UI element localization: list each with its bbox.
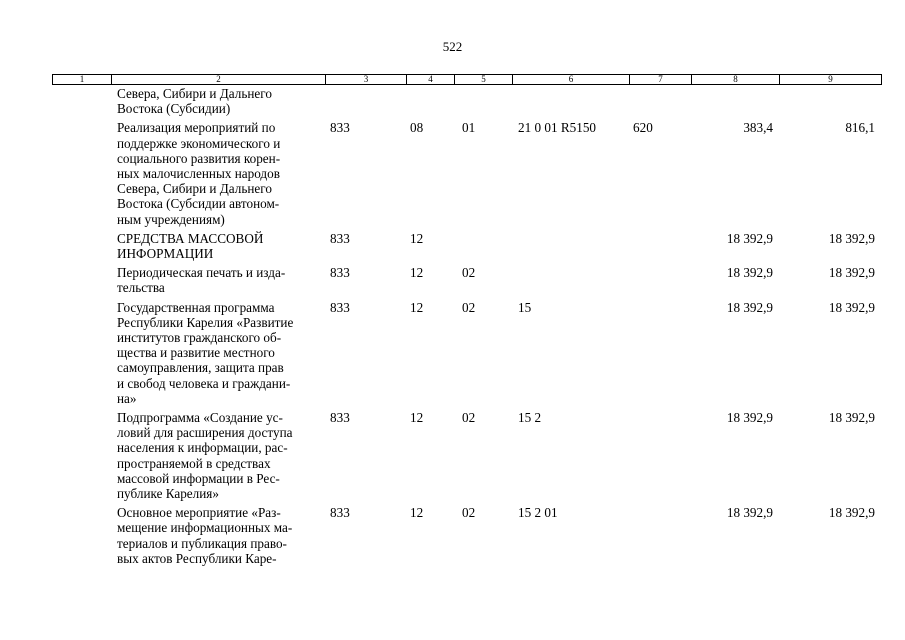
name-line: Периодическая печать и изда- <box>117 265 286 281</box>
target-article-code: 15 2 01 <box>518 505 558 521</box>
target-article-code <box>512 265 629 299</box>
amount-year-1: 18 392,9 <box>726 410 773 426</box>
subsection-code: 02 <box>462 410 476 426</box>
header-col-9: 9 <box>780 75 882 85</box>
name-line: Государственная программа <box>117 299 275 315</box>
subsection-code: 02 <box>462 265 476 281</box>
item-name <box>111 265 325 299</box>
subsection-code <box>454 231 512 265</box>
item-name <box>111 120 325 230</box>
ministry-code: 833 <box>330 299 350 315</box>
header-col-6: 6 <box>513 75 630 85</box>
col-1-cell <box>52 300 111 410</box>
name-line: ИНФОРМАЦИИ <box>117 246 214 262</box>
header-col-2: 2 <box>112 75 326 85</box>
ministry-code: 833 <box>330 120 350 136</box>
item-name <box>111 505 325 570</box>
expense-type-code <box>629 300 691 410</box>
col-1-cell <box>52 505 111 570</box>
header-col-1: 1 <box>53 75 112 85</box>
name-line: ловий для расширения доступа <box>117 425 293 441</box>
amount-year-1: 383,4 <box>743 120 773 136</box>
target-article-code: 15 2 <box>518 410 542 426</box>
name-line: самоуправления, защита прав <box>117 360 284 376</box>
table-row <box>52 300 881 410</box>
amount-year-2: 18 392,9 <box>828 230 875 246</box>
header-col-3: 3 <box>326 75 407 85</box>
table-row <box>52 505 881 570</box>
amount-year-2: 18 392,9 <box>828 505 875 521</box>
item-name <box>111 300 325 410</box>
name-line: населения к информации, рас- <box>117 440 288 456</box>
budget-table <box>52 86 881 570</box>
amount-year-2: 18 392,9 <box>828 299 875 315</box>
page-number: 522 <box>442 39 463 54</box>
amount-year-2: 18 392,9 <box>828 265 875 281</box>
item-name <box>111 410 325 505</box>
name-line: Подпрограмма «Создание ус- <box>117 410 283 426</box>
name-line: ных малочисленных народов <box>117 166 280 182</box>
table-row <box>52 410 881 505</box>
name-line: на» <box>117 390 137 406</box>
ministry-code: 833 <box>330 230 350 246</box>
expense-type-code: 620 <box>633 120 653 136</box>
table-row <box>52 231 881 265</box>
name-line: мещение информационных ма- <box>117 520 293 536</box>
name-line: поддержке экономического и <box>117 135 281 151</box>
continuation-name <box>111 86 325 120</box>
name-line: щества и развитие местного <box>117 345 275 361</box>
section-code: 12 <box>410 265 424 281</box>
continuation-row <box>52 86 881 120</box>
header-col-7: 7 <box>630 75 692 85</box>
section-code: 08 <box>410 120 424 136</box>
name-line: Востока (Субсидии автоном- <box>117 196 280 212</box>
table-row <box>52 120 881 230</box>
amount-year-1: 18 392,9 <box>726 299 773 315</box>
ministry-code: 833 <box>330 410 350 426</box>
header-col-8: 8 <box>692 75 780 85</box>
section-code: 12 <box>410 410 424 426</box>
target-article-code: 21 0 01 R5150 <box>518 120 597 136</box>
name-line: публике Карелия» <box>117 486 219 502</box>
section-code: 12 <box>410 230 424 246</box>
name-line: социального развития корен- <box>117 150 281 166</box>
name-line: пространяемой в средствах <box>117 455 271 471</box>
name-line: Республики Карелия «Развитие <box>117 314 294 330</box>
col-1-cell <box>52 120 111 230</box>
expense-type-code <box>629 505 691 570</box>
expense-type-code <box>629 410 691 505</box>
name-line: Севера, Сибири и Дальнего <box>117 86 272 101</box>
col-1-cell <box>52 231 111 265</box>
name-line: Реализация мероприятий по <box>117 120 276 136</box>
section-code: 12 <box>410 299 424 315</box>
name-line: СРЕДСТВА МАССОВОЙ <box>117 230 264 246</box>
amount-year-1: 18 392,9 <box>726 505 773 521</box>
name-line: вых актов Республики Каре- <box>117 550 277 566</box>
target-article-code <box>512 231 629 265</box>
name-line: Востока (Субсидии) <box>117 101 231 117</box>
header-col-5: 5 <box>455 75 513 85</box>
amount-year-1: 18 392,9 <box>726 265 773 281</box>
name-line: институтов гражданского об- <box>117 330 282 346</box>
subsection-code: 02 <box>462 299 476 315</box>
name-line: и свобод человека и граждани- <box>117 375 291 391</box>
col-1-cell <box>52 265 111 299</box>
name-line: тельства <box>117 280 165 296</box>
target-article-code: 15 <box>518 299 532 315</box>
name-line: массовой информации в Рес- <box>117 470 280 486</box>
name-line: териалов и публикация право- <box>117 535 287 551</box>
expense-type-code <box>629 231 691 265</box>
table-row <box>52 265 881 299</box>
expense-type-code <box>629 265 691 299</box>
amount-year-2: 816,1 <box>845 120 875 136</box>
item-name <box>111 231 325 265</box>
ministry-code: 833 <box>330 265 350 281</box>
col-1-cell <box>52 410 111 505</box>
name-line: Основное мероприятие «Раз- <box>117 505 281 521</box>
column-number-header <box>52 74 882 85</box>
section-code: 12 <box>410 505 424 521</box>
amount-year-1: 18 392,9 <box>726 230 773 246</box>
subsection-code: 02 <box>462 505 476 521</box>
name-line: ным учреждениям) <box>117 211 225 227</box>
amount-year-2: 18 392,9 <box>828 410 875 426</box>
subsection-code: 01 <box>462 120 476 136</box>
ministry-code: 833 <box>330 505 350 521</box>
header-col-4: 4 <box>407 75 455 85</box>
name-line: Севера, Сибири и Дальнего <box>117 181 272 197</box>
